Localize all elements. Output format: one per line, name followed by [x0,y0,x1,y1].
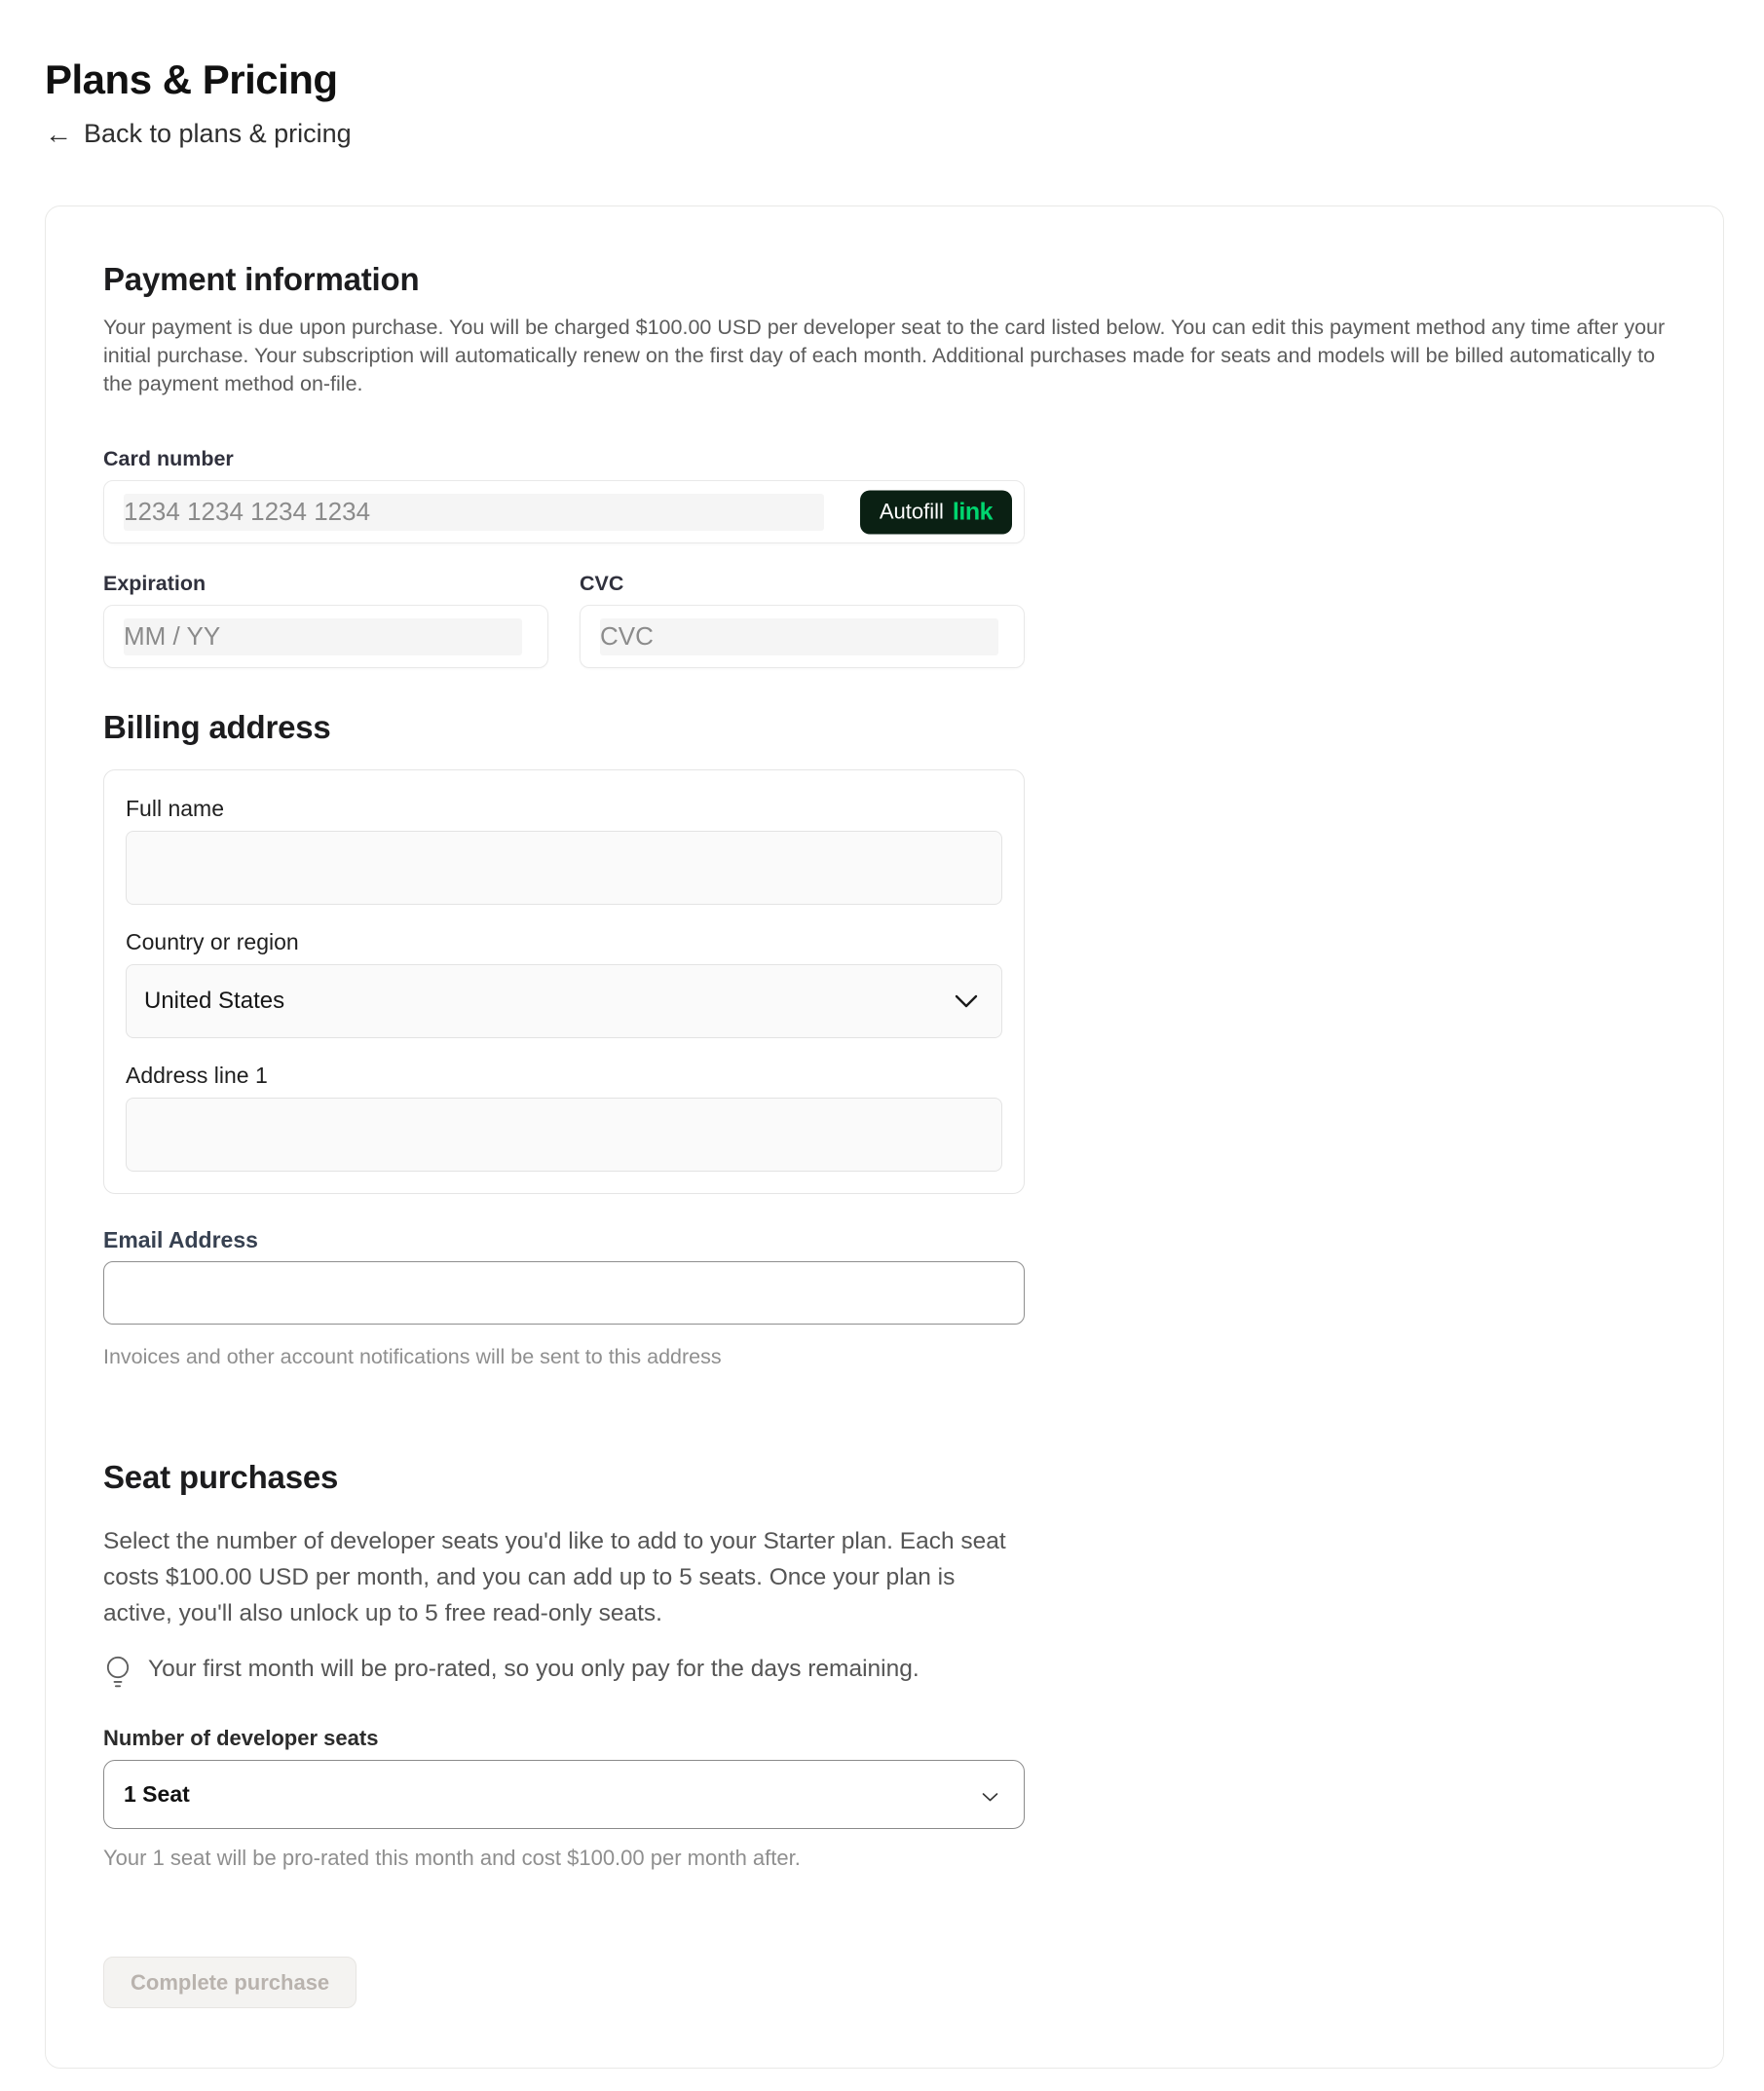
card-number-placeholder: 1234 1234 1234 1234 [124,497,371,526]
address-line1-label: Address line 1 [126,1063,268,1088]
expiration-skeleton [124,618,522,655]
address-group [103,769,1025,1194]
country-select[interactable] [126,964,1002,1038]
payment-info-heading: Payment information [103,261,420,297]
expiration-label: Expiration [103,572,206,595]
full-name-label: Full name [126,796,224,821]
country-selected-value: United States [144,988,285,1014]
autofill-link-button[interactable] [860,490,1012,534]
cvc-input[interactable] [580,605,1025,668]
prorate-tip [103,1653,1025,1695]
payment-form [103,447,1025,2008]
checkout-card [45,205,1724,2069]
expiration-input[interactable] [103,605,548,668]
back-link[interactable] [45,119,352,149]
card-number-skeleton [124,494,824,531]
chevron-down-icon [982,1781,998,1808]
chevron-down-icon [955,988,978,1015]
link-brand-logo: link [952,498,993,525]
back-link-label: Back to plans & pricing [84,119,352,148]
email-label: Email Address [103,1227,258,1252]
seat-count-label: Number of developer seats [103,1726,379,1750]
full-name-input[interactable] [126,831,1002,905]
page-title: Plans & Pricing [45,56,338,102]
autofill-label: Autofill [879,499,944,524]
cvc-label: CVC [580,572,624,595]
seat-helper-text: Your 1 seat will be pro-rated this month and cost $100.00 per month after. [103,1846,801,1870]
seat-count-value: 1 Seat [124,1781,190,1807]
email-helper-text: Invoices and other account notifications will be sent to this address [103,1345,722,1368]
seat-count-select[interactable] [103,1760,1025,1829]
back-arrow-icon: ← [45,118,72,149]
email-input[interactable] [103,1261,1025,1325]
cvc-skeleton [600,618,998,655]
expiration-placeholder: MM / YY [124,621,221,651]
country-label: Country or region [126,929,299,954]
prorate-tip-text: Your first month will be pro-rated, so you only pay for the days remaining. [148,1656,920,1682]
card-number-input[interactable] [103,480,1025,543]
payment-description: Your payment is due upon purchase. You will be charged $100.00 USD per developer seat to the card listed below. You can edit this payment method any time after your initial purchase. Your subscription will automatically renew on the first day of each month. Additional purchases made for seats and models will be billed automatically to the payment method on-file. [103,316,1666,395]
complete-purchase-button[interactable]: Complete purchase [103,1957,357,2008]
address-line1-input[interactable] [126,1098,1002,1172]
seats-description: Select the number of developer seats you'd like to add to your Starter plan. Each seat costs $100.00 USD per month, and you can add up to 5 seats. Once your plan is active, you'll also unlock up to 5 free read-only seats. [103,1528,1006,1626]
billing-address-heading: Billing address [103,709,331,745]
card-number-label: Card number [103,447,234,470]
cvc-placeholder: CVC [600,621,654,651]
seat-purchases-heading: Seat purchases [103,1459,339,1495]
lightbulb-icon [103,1655,132,1695]
